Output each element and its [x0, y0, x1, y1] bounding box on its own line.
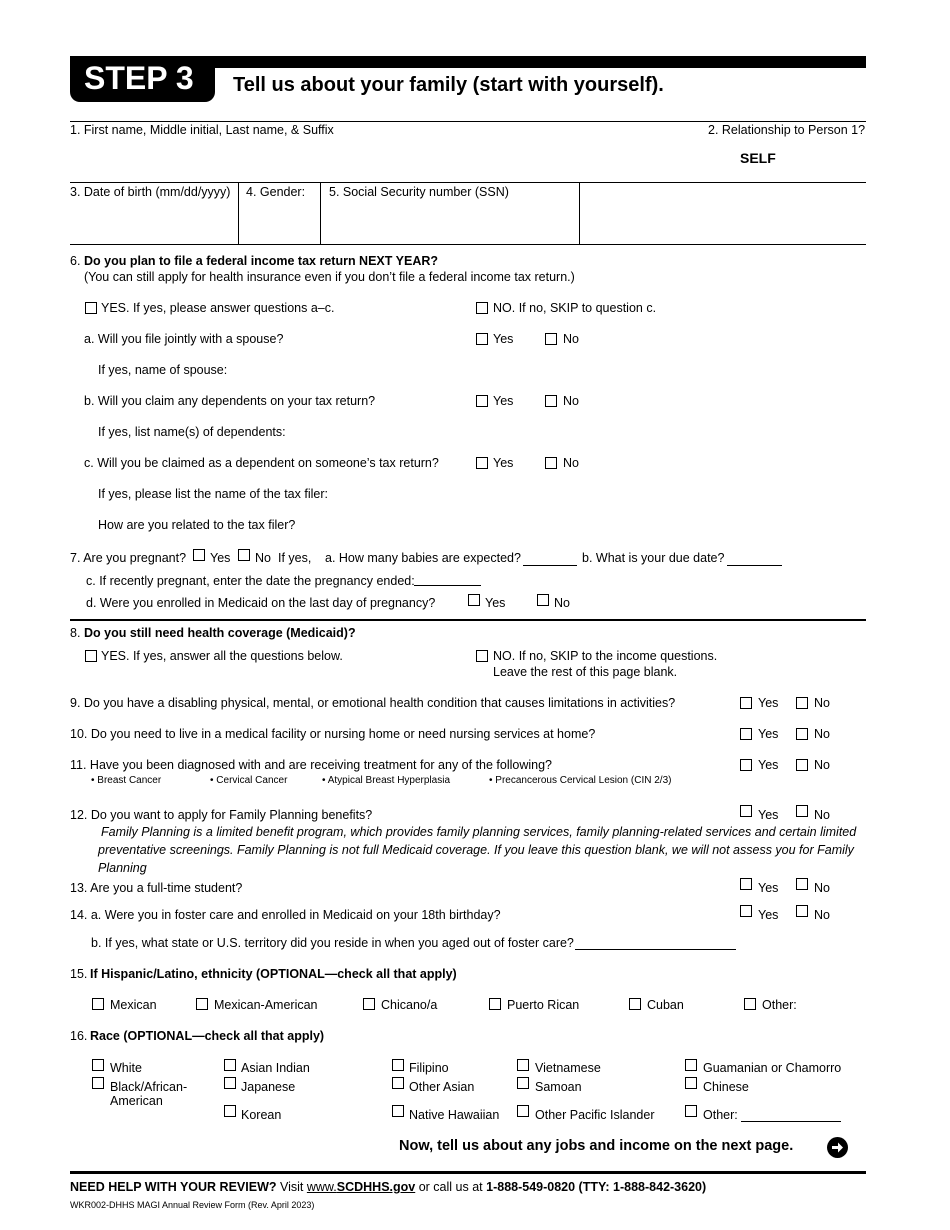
yes-label: Yes: [493, 456, 514, 470]
race-option-label: Asian Indian: [241, 1061, 310, 1075]
q14a-question: 14. a. Were you in foster care and enrolled in Medicaid on your 18th birthday?: [70, 908, 501, 922]
race-black-checkbox[interactable]: [92, 1077, 104, 1089]
no-label: No: [814, 727, 830, 741]
q7a-question: a. How many babies are expected?: [325, 551, 521, 565]
footer-help: [70, 1180, 706, 1194]
next-page-prompt: Now, tell us about any jobs and income on the next page.: [399, 1138, 794, 1154]
race-other-pacific-islander-checkbox[interactable]: [517, 1105, 529, 1117]
q6c-no-checkbox[interactable]: [545, 457, 557, 469]
race-korean-checkbox[interactable]: [224, 1105, 236, 1117]
race-option-label: Japanese: [241, 1080, 296, 1094]
q6c-question: c. Will you be claimed as a dependent on someone’s tax return?: [84, 456, 439, 470]
q10-yes-checkbox[interactable]: [740, 728, 752, 740]
q6-note: (You can still apply for health insurance even if you don’t file a federal income tax return.): [84, 270, 575, 284]
race-option-label: Filipino: [409, 1061, 449, 1075]
race-option-label: Vietnamese: [535, 1061, 601, 1075]
race-option-label: Korean: [241, 1108, 282, 1122]
q11-question: 11. Have you been diagnosed with and are receiving treatment for any of the following?: [70, 758, 553, 772]
q15-question: If Hispanic/Latino, ethnicity (OPTIONAL—check all that apply): [90, 967, 457, 981]
q12-yes-checkbox[interactable]: [740, 805, 752, 817]
yes-label: Yes: [758, 881, 779, 895]
no-label: No: [814, 808, 830, 822]
race-other-checkbox[interactable]: [685, 1105, 697, 1117]
yes-label: Yes: [758, 696, 779, 710]
q7c-question: c. If recently pregnant, enter the date the pregnancy ended:: [86, 574, 415, 588]
no-label: No: [563, 332, 579, 346]
ethnicity-option-label: Other:: [762, 998, 797, 1012]
q15-number: 15.: [70, 967, 88, 981]
race-other-asian-checkbox[interactable]: [392, 1077, 404, 1089]
race-japanese-checkbox[interactable]: [224, 1077, 236, 1089]
yes-label: Yes: [485, 596, 506, 610]
divider: [320, 182, 321, 244]
q6a-no-checkbox[interactable]: [545, 333, 557, 345]
divider: [579, 182, 580, 244]
q6b-yes-checkbox[interactable]: [476, 395, 488, 407]
name-label: 1. First name, Middle initial, Last name, & Suffix: [70, 123, 334, 137]
ssn-label: 5. Social Security number (SSN): [329, 185, 509, 199]
arrow-right-icon: [827, 1137, 848, 1158]
q13-question: 13. Are you a full-time student?: [70, 881, 243, 895]
ethnicity-other-checkbox[interactable]: [744, 998, 756, 1010]
ethnicity-puerto-rican-checkbox[interactable]: [489, 998, 501, 1010]
q7-question: 7. Are you pregnant?: [70, 551, 187, 565]
section-divider: [70, 619, 866, 621]
race-asian-indian-checkbox[interactable]: [224, 1059, 236, 1071]
ethnicity-option-label: Puerto Rican: [507, 998, 580, 1012]
no-label: No: [255, 551, 271, 565]
page-title: Tell us about your family (start with yourself).: [233, 74, 664, 96]
footer-link-site: SCDHHS.gov: [336, 1180, 416, 1194]
no-label: No: [563, 394, 579, 408]
no-label: No: [814, 908, 830, 922]
q6b-follow: If yes, list name(s) of dependents:: [98, 425, 286, 439]
race-native-hawaiian-checkbox[interactable]: [392, 1105, 404, 1117]
race-chinese-checkbox[interactable]: [685, 1077, 697, 1089]
q9-yes-checkbox[interactable]: [740, 697, 752, 709]
q8-no-label: NO. If no, SKIP to the income questions.: [493, 649, 718, 663]
race-option-label: Black/African-: [110, 1080, 188, 1094]
q11-no-checkbox[interactable]: [796, 759, 808, 771]
race-guamanian-checkbox[interactable]: [685, 1059, 697, 1071]
q9-no-checkbox[interactable]: [796, 697, 808, 709]
q7-yes-checkbox[interactable]: [193, 549, 205, 561]
q8-number: 8.: [70, 626, 81, 640]
q16-number: 16.: [70, 1029, 88, 1043]
ethnicity-chicano-checkbox[interactable]: [363, 998, 375, 1010]
q14a-no-checkbox[interactable]: [796, 905, 808, 917]
q7a-input[interactable]: [523, 565, 577, 566]
ethnicity-option-label: Mexican: [110, 998, 157, 1012]
footer-link-prefix: www.: [306, 1180, 337, 1194]
race-option-label: Native Hawaiian: [409, 1108, 500, 1122]
q7-if-yes: If yes,: [278, 551, 312, 565]
q13-yes-checkbox[interactable]: [740, 878, 752, 890]
q13-no-checkbox[interactable]: [796, 878, 808, 890]
race-option-label: Samoan: [535, 1080, 582, 1094]
q6c-follow1: If yes, please list the name of the tax filer:: [98, 487, 328, 501]
q8-no-checkbox[interactable]: [476, 650, 488, 662]
q6-no-label: NO. If no, SKIP to question c.: [493, 301, 657, 315]
q14a-yes-checkbox[interactable]: [740, 905, 752, 917]
yes-label: Yes: [758, 758, 779, 772]
yes-label: Yes: [758, 808, 779, 822]
form-id: WKR002-DHHS MAGI Annual Review Form (Rev. April 2023): [70, 1200, 315, 1210]
race-option-label: Other Pacific Islander: [535, 1108, 655, 1122]
race-other-input[interactable]: [741, 1121, 841, 1122]
yes-label: Yes: [758, 727, 779, 741]
q11-item: • Cervical Cancer: [210, 775, 288, 786]
q6b-no-checkbox[interactable]: [545, 395, 557, 407]
no-label: No: [563, 456, 579, 470]
footer-divider: [70, 1171, 866, 1174]
q6a-follow: If yes, name of spouse:: [98, 363, 228, 377]
race-option-label: Guamanian or Chamorro: [703, 1061, 842, 1075]
footer-call: or call us at: [418, 1180, 483, 1194]
q6c-follow2: How are you related to the tax filer?: [98, 518, 296, 532]
q11-item: • Breast Cancer: [91, 775, 162, 786]
q11-item: • Atypical Breast Hyperplasia: [322, 775, 451, 786]
q8-yes-checkbox[interactable]: [85, 650, 97, 662]
no-label: No: [814, 696, 830, 710]
divider: [70, 182, 866, 183]
q16-question: Race (OPTIONAL—check all that apply): [90, 1029, 325, 1043]
q11-item: • Precancerous Cervical Lesion (CIN 2/3): [489, 775, 672, 786]
dob-label: 3. Date of birth (mm/dd/yyyy): [70, 185, 231, 199]
q10-question: 10. Do you need to live in a medical facility or nursing home or need nursing services at home?: [70, 727, 596, 741]
q6-yes-label: YES. If yes, please answer questions a–c.: [101, 301, 335, 315]
q7d-no-checkbox[interactable]: [537, 594, 549, 606]
race-vietnamese-checkbox[interactable]: [517, 1059, 529, 1071]
divider: [70, 121, 866, 122]
race-option-label: Other:: [703, 1108, 738, 1122]
relationship-value[interactable]: SELF: [740, 150, 776, 166]
q7d-yes-checkbox[interactable]: [468, 594, 480, 606]
divider: [70, 244, 866, 245]
q14b-input[interactable]: [575, 949, 736, 950]
relationship-label: 2. Relationship to Person 1?: [708, 123, 866, 137]
gender-label: 4. Gender:: [246, 185, 306, 199]
q12-question: 12. Do you want to apply for Family Planning benefits?: [70, 808, 373, 822]
ethnicity-mexican-checkbox[interactable]: [92, 998, 104, 1010]
footer-help-heading: NEED HELP WITH YOUR REVIEW?: [70, 1180, 277, 1194]
race-samoan-checkbox[interactable]: [517, 1077, 529, 1089]
ethnicity-option-label: Cuban: [647, 998, 684, 1012]
footer-link[interactable]: [307, 1180, 415, 1194]
footer-visit: Visit: [280, 1180, 304, 1194]
q6b-question: b. Will you claim any dependents on your tax return?: [84, 394, 376, 408]
footer-phone: 1-888-549-0820 (TTY: 1-888-842-3620): [486, 1180, 707, 1194]
q8-no-label-line2: Leave the rest of this page blank.: [493, 665, 678, 679]
q6-number: 6.: [70, 254, 81, 268]
divider: [238, 182, 239, 244]
q8-yes-label: YES. If yes, answer all the questions below.: [101, 649, 343, 663]
step-label: STEP 3: [84, 60, 194, 96]
race-filipino-checkbox[interactable]: [392, 1059, 404, 1071]
q7b-input[interactable]: [727, 565, 782, 566]
no-label: No: [554, 596, 570, 610]
ethnicity-option-label: Chicano/a: [381, 998, 438, 1012]
no-label: No: [814, 758, 830, 772]
q6c-yes-checkbox[interactable]: [476, 457, 488, 469]
q6-no-checkbox[interactable]: [476, 302, 488, 314]
q9-question: 9. Do you have a disabling physical, mental, or emotional health condition that causes limitations in activities?: [70, 696, 676, 710]
q8-question: Do you still need health coverage (Medicaid)?: [84, 626, 356, 640]
q7b-question: b. What is your due date?: [582, 551, 725, 565]
q12-note: Family Planning is a limited benefit program, which provides family planning services, family planning-related services and certain limited preventative screenings. Family Planning is not full Medicaid coverage. If you leave this question blank, we will not assess you for Family Planning: [98, 825, 857, 875]
ethnicity-option-label: Mexican-American: [214, 998, 318, 1012]
q6a-question: a. Will you file jointly with a spouse?: [84, 332, 284, 346]
ethnicity-cuban-checkbox[interactable]: [629, 998, 641, 1010]
q11-yes-checkbox[interactable]: [740, 759, 752, 771]
q7-no-checkbox[interactable]: [238, 549, 250, 561]
yes-label: Yes: [758, 908, 779, 922]
race-white-checkbox[interactable]: [92, 1059, 104, 1071]
race-option-label: Other Asian: [409, 1080, 475, 1094]
q6-yes-checkbox[interactable]: [85, 302, 97, 314]
yes-label: Yes: [493, 332, 514, 346]
no-label: No: [814, 881, 830, 895]
race-option-label: Chinese: [703, 1080, 749, 1094]
yes-label: Yes: [210, 551, 231, 565]
race-option-label: White: [110, 1061, 142, 1075]
q6-question: Do you plan to file a federal income tax return NEXT YEAR?: [84, 254, 439, 268]
ethnicity-mexican-american-checkbox[interactable]: [196, 998, 208, 1010]
q7c-input[interactable]: [414, 585, 481, 586]
q12-no-checkbox[interactable]: [796, 805, 808, 817]
q7d-question: d. Were you enrolled in Medicaid on the last day of pregnancy?: [86, 596, 436, 610]
race-option-label: American: [110, 1094, 163, 1108]
q10-no-checkbox[interactable]: [796, 728, 808, 740]
q6a-yes-checkbox[interactable]: [476, 333, 488, 345]
q14b-question: b. If yes, what state or U.S. territory did you reside in when you aged out of foster care?: [91, 936, 574, 950]
yes-label: Yes: [493, 394, 514, 408]
